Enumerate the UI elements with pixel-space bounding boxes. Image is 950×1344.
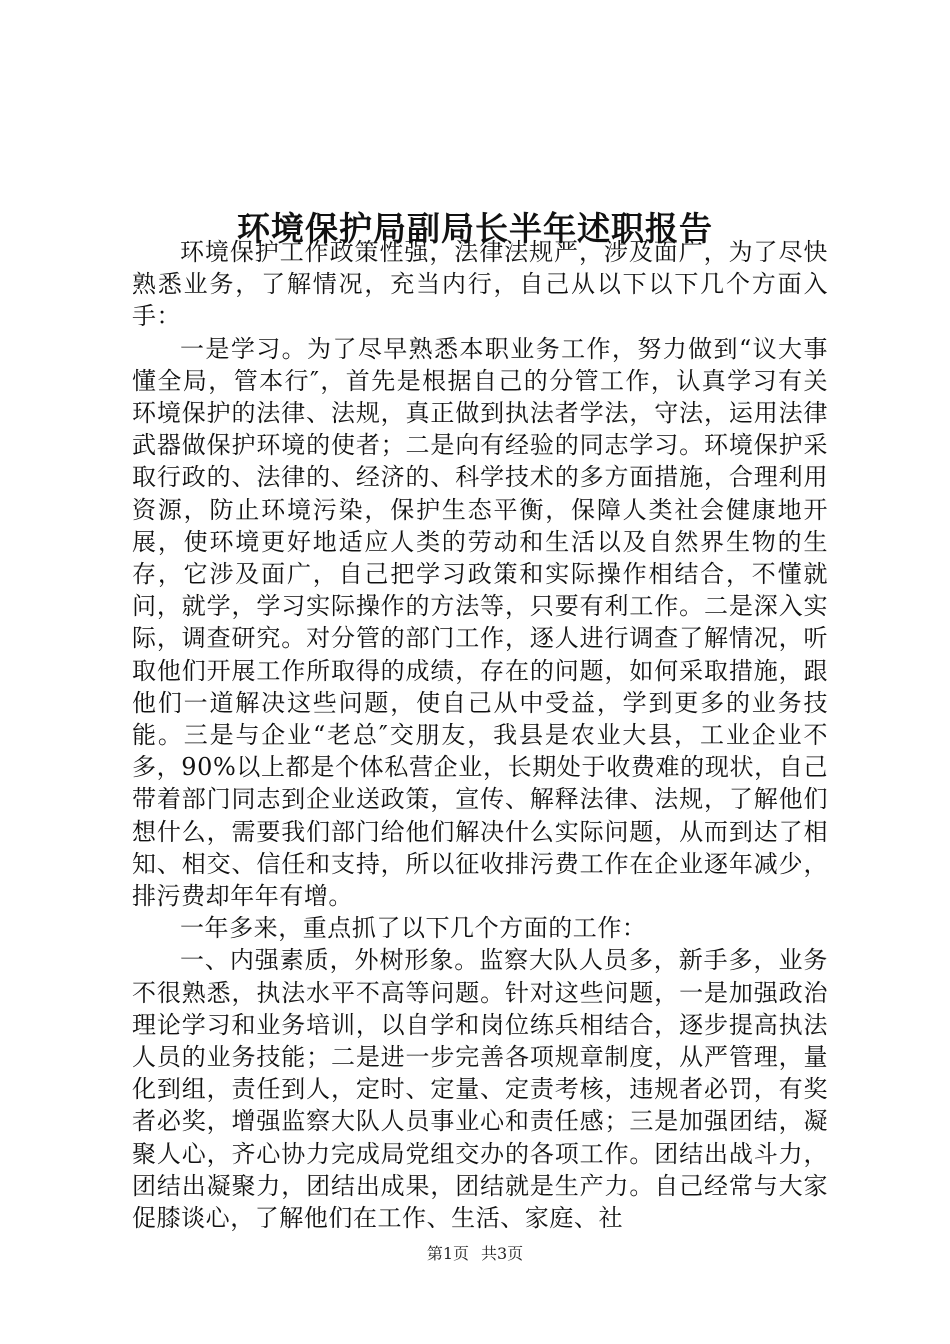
paragraph-quality-image: 一、内强素质，外树形象。监察大队人员多，新手多，业务不很熟悉，执法水平不高等问题。针对这些问题，一是加强政治理论学习和业务培训，以自学和岗位练兵相结合，逐步提高执法人员的业务技能；二是进一步完善各项规章制度，从严管理，量化到组，责任到人，定时、定量、定责考核，违规者必罚，有奖者必奖，增强监察大队人员事业心和责任感；三是加强团结，凝聚人心，齐心协力完成局党组交办的各项工作。团结出战斗力，团结出凝聚力，团结出成果，团结就是生产力。自己经常与大家促膝谈心，了解他们在工作、生活、家庭、社 [132, 946, 828, 1233]
paragraph-study: 一是学习。为了尽早熟悉本职业务工作，努力做到“议大事懂全局，管本行″，首先是根据自己的分管工作，认真学习有关环境保护的法律、法规，真正做到执法者学法，守法，运用法律武器做保护环境的使者；二是向有经验的同志学习。环境保护采取行政的、法律的、经济的、科学技术的多方面措施，合理利用资源，防止环境污染，保护生态平衡，保障人类社会健康地开展，使环境更好地适应人类的劳动和生活以及自然界生物的生存，它涉及面广，自己把学习政策和实际操作相结合，不懂就问，就学，学习实际操作的方法等，只要有利工作。二是深入实际，调查研究。对分管的部门工作，逐人进行调查了解情况，听取他们开展工作所取得的成绩，存在的问题，如何采取措施，跟他们一道解决这些问题，使自己从中受益，学到更多的业务技能。三是与企业“老总″交朋友，我县是农业大县，工业企业不多，90%以上都是个体私营企业，长期处于收费难的现状，自己带着部门同志到企业送政策，宣传、解释法律、法规，了解他们想什么，需要我们部门给他们解决什么实际问题，从而到达了相知、相交、信任和支持，所以征收排污费工作在企业逐年减少，排污费却年年有增。 [132, 334, 828, 911]
paragraph-intro: 环境保护工作政策性强，法律法规严，涉及面广，为了尽快熟悉业务，了解情况，充当内行，自己从以下以下几个方面入手： [132, 238, 828, 331]
document-title: 环境保护局副局长半年述职报告 [237, 209, 713, 249]
total-pages: 共3页 [481, 1244, 524, 1263]
page-number: 第1页 [426, 1244, 469, 1263]
paragraph-work-summary: 一年多来，重点抓了以下几个方面的工作： [180, 914, 647, 943]
document-body [132, 236, 828, 1234]
page-footer [0, 1243, 950, 1265]
